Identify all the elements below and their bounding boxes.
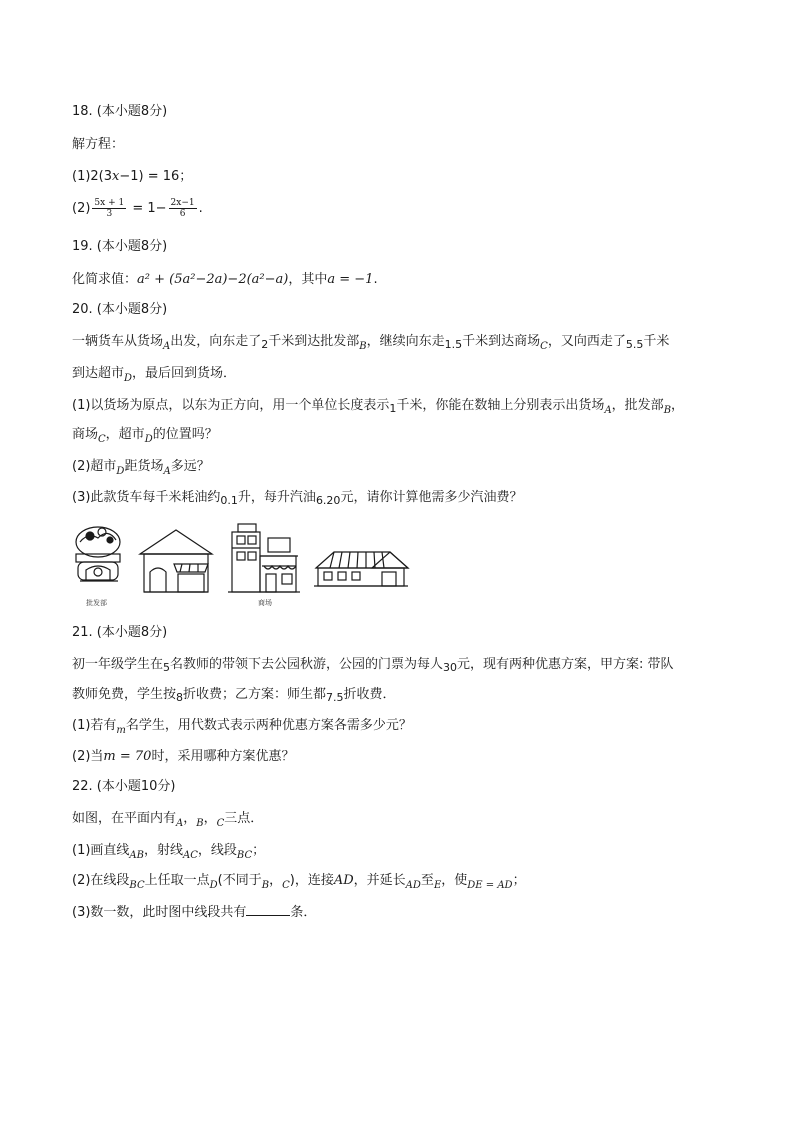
q22-sub2: (2)在线段$_{BC}$上任取一点$_D$(不同于$_B$，$_C$)，连接AD，并延长$_{AD}$至$_E$，使$_{DE = AD}$； [72,873,526,891]
q22-header: 22. (本小题10分) [72,779,176,794]
q21-sub2: (2)当m = 70时，采用哪种方案优惠？ [72,749,295,764]
q18-header: 18. (本小题8分) [72,104,168,119]
buildings-drawing [72,520,412,610]
q21-header: 21. (本小题8分) [72,625,168,640]
house-icon [140,530,212,592]
mall-building-icon [228,524,300,592]
q22-line1: 如图，在平面内有$_A$，$_B$，$_C$三点． [72,811,264,829]
q18-part2: (2) $\frac{5x + 1}{3}$ = 1− $\frac{2x-1}{6}$ . [72,198,203,219]
q21-line1: 初一年级学生在$_5$名教师的带领下去公园秋游，公园的门票为每人$_{30}$元，现有两种优惠方案，甲方案: 带队 [72,657,674,674]
q20-line2: 到达超市$_D$，最后回到货场． [72,366,237,384]
q22-sub1: (1)画直线$_{AB}$，射线$_{AC}$，线段$_{BC}$； [72,843,266,861]
q18-part1: (1)2(3x−1) = 16； [72,169,193,184]
q20-sub2: (2)超市$_D$距货场$_A$多远？ [72,459,210,477]
wholesale-building-icon [76,527,120,581]
q21-line2: 教师免费，学生按$_8$折收费；乙方案：师生都$_{7.5}$折收费． [72,687,396,704]
q19-text: 化简求值：a² + (5a²−2a)−2(a²−a)，其中a = −1. [72,272,378,287]
q19-header: 19. (本小题8分) [72,239,168,254]
buildings-illustration [72,520,412,610]
mall-caption: 商场 [258,599,272,607]
fraction-1: $\frac{5x + 1}{3}$ [94,198,125,219]
q20-sub1a: (1)以货场为原点，以东为正方向，用一个单位长度表示$_1$千米，你能在数轴上分别表示出货场$_A$，批发部$_B$， [72,398,685,416]
answer-blank[interactable] [246,903,290,916]
q20-sub1b: 商场$_C$，超市$_D$的位置吗？ [72,427,218,445]
q20-sub3: (3)此款货车每千米耗油约$_{0.1}$升，每升汽油$_{6.20}$元，请你计算他需多少汽油费？ [72,490,523,507]
q20-line1: 一辆货车从货场$_A$出发，向东走了$_2$千米到达批发部$_B$，继续向东走$_{1.5}$千米到达商场$_C$，又向西走了$_{5.5}$千米 [72,334,670,352]
q18-instruction: 解方程： [72,137,125,152]
wholesale-caption: 批发部 [86,599,107,607]
q20-header: 20. (本小题8分) [72,302,168,317]
q21-sub1: (1)若有$_m$名学生，用代数式表示两种优惠方案各需多少元？ [72,718,412,736]
q22-sub3: (3)数一数，此时图中线段共有 条． [72,905,317,920]
fraction-2: $\frac{2x-1}{6}$ [170,198,195,219]
supermarket-building-icon [314,552,408,586]
